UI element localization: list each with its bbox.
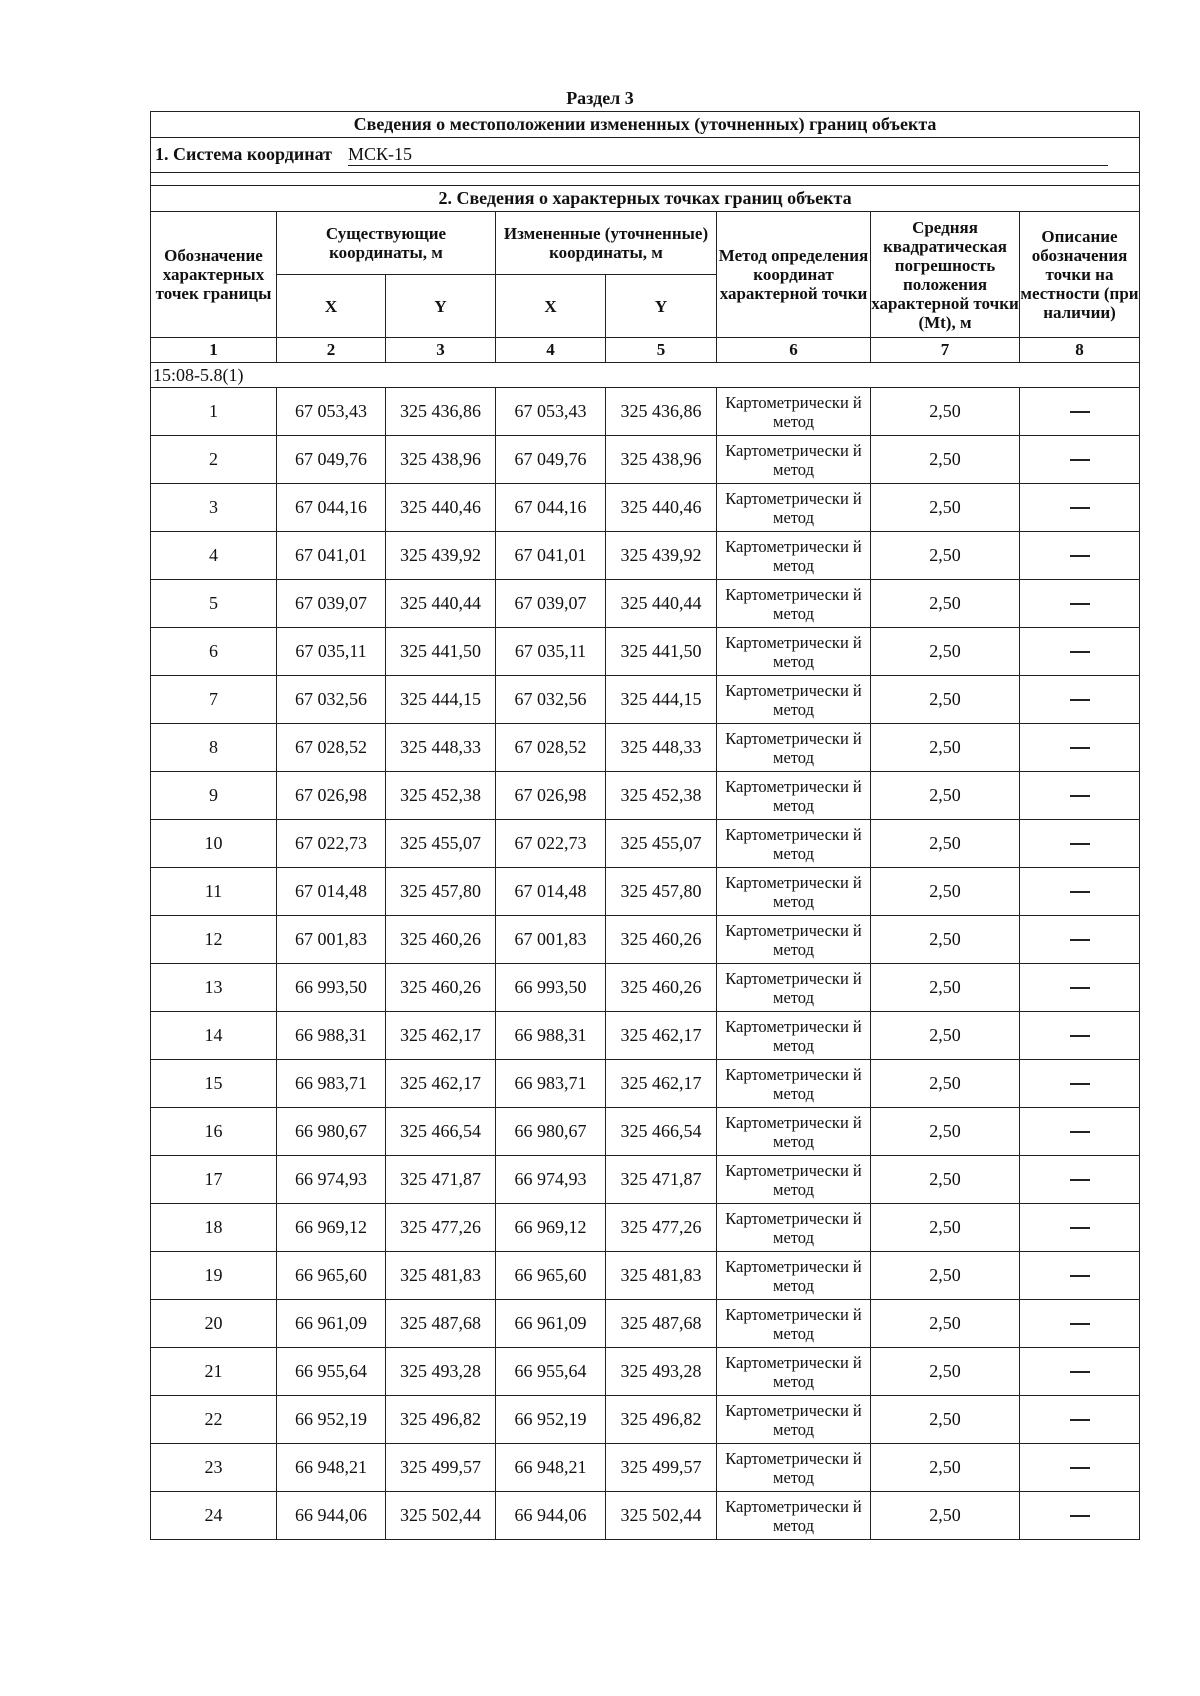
existing-y-cell: 325 440,44: [386, 580, 496, 628]
existing-y-cell: 325 493,28: [386, 1348, 496, 1396]
method-cell: Картометрически й метод: [717, 1252, 871, 1300]
description-cell: [1020, 868, 1140, 916]
header-error: Средняя квадратическая погрешность положения характерной точки (Mt), м: [871, 212, 1020, 338]
table-row: [151, 484, 1140, 532]
changed-y-cell: 325 436,86: [606, 388, 717, 436]
method-cell: Картометрически й метод: [717, 628, 871, 676]
point-number-cell: 22: [151, 1396, 277, 1444]
existing-y-cell: 325 460,26: [386, 916, 496, 964]
error-mt-cell: 2,50: [871, 1012, 1020, 1060]
table-row: [151, 1204, 1140, 1252]
column-number: 8: [1020, 338, 1140, 363]
method-cell: Картометрически й метод: [717, 580, 871, 628]
changed-x-cell: 67 014,48: [496, 868, 606, 916]
error-mt-cell: 2,50: [871, 436, 1020, 484]
table-subtitle: 2. Сведения о характерных точках границ объекта: [151, 186, 1140, 212]
description-cell: [1020, 1252, 1140, 1300]
table-row: [151, 1396, 1140, 1444]
existing-y-cell: 325 471,87: [386, 1156, 496, 1204]
error-mt-cell: 2,50: [871, 868, 1020, 916]
dash-mark: [1070, 1467, 1090, 1469]
point-number-cell: 9: [151, 772, 277, 820]
error-mt-cell: 2,50: [871, 1300, 1020, 1348]
changed-y-cell: 325 477,26: [606, 1204, 717, 1252]
changed-y-cell: 325 460,26: [606, 916, 717, 964]
coordinate-system-value: МСК-15: [348, 144, 1108, 166]
table-row: [151, 724, 1140, 772]
method-cell: Картометрически й метод: [717, 436, 871, 484]
dash-mark: [1070, 411, 1090, 413]
existing-x-cell: 67 022,73: [277, 820, 386, 868]
error-mt-cell: 2,50: [871, 724, 1020, 772]
description-cell: [1020, 436, 1140, 484]
changed-x-cell: 67 039,07: [496, 580, 606, 628]
header-existing-coordinates: Существующие координаты, м: [277, 212, 496, 275]
description-cell: [1020, 1396, 1140, 1444]
existing-x-cell: 67 041,01: [277, 532, 386, 580]
column-number: 3: [386, 338, 496, 363]
dash-mark: [1070, 1179, 1090, 1181]
point-number-cell: 18: [151, 1204, 277, 1252]
existing-x-cell: 67 001,83: [277, 916, 386, 964]
changed-y-cell: 325 439,92: [606, 532, 717, 580]
description-cell: [1020, 1348, 1140, 1396]
description-cell: [1020, 1300, 1140, 1348]
changed-y-cell: 325 481,83: [606, 1252, 717, 1300]
point-number-cell: 12: [151, 916, 277, 964]
coordinate-system-label: 1. Система координат: [155, 144, 332, 164]
dash-mark: [1070, 459, 1090, 461]
changed-y-cell: 325 502,44: [606, 1492, 717, 1540]
existing-x-cell: 66 988,31: [277, 1012, 386, 1060]
boundary-table-frame: [150, 111, 1139, 1540]
header-method: Метод определения координат характерной точки: [717, 212, 871, 338]
changed-x-cell: 67 049,76: [496, 436, 606, 484]
header-existing-y: Y: [386, 275, 496, 338]
changed-y-cell: 325 462,17: [606, 1012, 717, 1060]
existing-y-cell: 325 466,54: [386, 1108, 496, 1156]
table-row: [151, 532, 1140, 580]
changed-x-cell: 66 955,64: [496, 1348, 606, 1396]
dash-mark: [1070, 1515, 1090, 1517]
changed-x-cell: 67 035,11: [496, 628, 606, 676]
table-row: [151, 628, 1140, 676]
dash-mark: [1070, 1275, 1090, 1277]
description-cell: [1020, 484, 1140, 532]
changed-y-cell: 325 487,68: [606, 1300, 717, 1348]
dash-mark: [1070, 1371, 1090, 1373]
changed-x-cell: 66 993,50: [496, 964, 606, 1012]
changed-x-cell: 67 044,16: [496, 484, 606, 532]
error-mt-cell: 2,50: [871, 676, 1020, 724]
changed-x-cell: 66 961,09: [496, 1300, 606, 1348]
existing-y-cell: 325 439,92: [386, 532, 496, 580]
changed-y-cell: 325 440,44: [606, 580, 717, 628]
description-cell: [1020, 1156, 1140, 1204]
method-cell: Картометрически й метод: [717, 1396, 871, 1444]
description-cell: [1020, 820, 1140, 868]
dash-mark: [1070, 1035, 1090, 1037]
header-changed-coordinates: Измененные (уточненные) координаты, м: [496, 212, 717, 275]
point-number-cell: 11: [151, 868, 277, 916]
data-rows: [151, 388, 1140, 1540]
header-changed-y: Y: [606, 275, 717, 338]
table-row: [151, 1012, 1140, 1060]
table-row: [151, 964, 1140, 1012]
table-row: [151, 1060, 1140, 1108]
method-cell: Картометрически й метод: [717, 1348, 871, 1396]
dash-mark: [1070, 1227, 1090, 1229]
changed-x-cell: 67 032,56: [496, 676, 606, 724]
error-mt-cell: 2,50: [871, 964, 1020, 1012]
existing-x-cell: 66 961,09: [277, 1300, 386, 1348]
table-row: [151, 772, 1140, 820]
error-mt-cell: 2,50: [871, 1444, 1020, 1492]
existing-y-cell: 325 481,83: [386, 1252, 496, 1300]
existing-x-cell: 67 032,56: [277, 676, 386, 724]
existing-x-cell: 66 993,50: [277, 964, 386, 1012]
point-number-cell: 5: [151, 580, 277, 628]
description-cell: [1020, 1108, 1140, 1156]
changed-y-cell: 325 499,57: [606, 1444, 717, 1492]
table-row: [151, 388, 1140, 436]
method-cell: Картометрически й метод: [717, 532, 871, 580]
method-cell: Картометрически й метод: [717, 388, 871, 436]
changed-x-cell: 66 974,93: [496, 1156, 606, 1204]
parcel-group-label: 15:08-5.8(1): [151, 363, 1140, 388]
existing-y-cell: 325 496,82: [386, 1396, 496, 1444]
error-mt-cell: 2,50: [871, 772, 1020, 820]
column-number: 1: [151, 338, 277, 363]
existing-y-cell: 325 462,17: [386, 1060, 496, 1108]
header-description: Описание обозначения точки на местности (при наличии): [1020, 212, 1140, 338]
table-row: [151, 1444, 1140, 1492]
table-row: [151, 1348, 1140, 1396]
changed-x-cell: 66 988,31: [496, 1012, 606, 1060]
existing-x-cell: 67 026,98: [277, 772, 386, 820]
table-row: [151, 436, 1140, 484]
dash-mark: [1070, 555, 1090, 557]
existing-x-cell: 66 983,71: [277, 1060, 386, 1108]
existing-y-cell: 325 448,33: [386, 724, 496, 772]
error-mt-cell: 2,50: [871, 628, 1020, 676]
dash-mark: [1070, 795, 1090, 797]
point-number-cell: 19: [151, 1252, 277, 1300]
method-cell: Картометрически й метод: [717, 676, 871, 724]
description-cell: [1020, 964, 1140, 1012]
point-number-cell: 15: [151, 1060, 277, 1108]
point-number-cell: 3: [151, 484, 277, 532]
section-title: Раздел 3: [566, 88, 634, 108]
method-cell: Картометрически й метод: [717, 868, 871, 916]
error-mt-cell: 2,50: [871, 388, 1020, 436]
table-row: [151, 1156, 1140, 1204]
spacer-row: [151, 173, 1140, 186]
error-mt-cell: 2,50: [871, 1252, 1020, 1300]
dash-mark: [1070, 1323, 1090, 1325]
existing-y-cell: 325 487,68: [386, 1300, 496, 1348]
point-number-cell: 6: [151, 628, 277, 676]
dash-mark: [1070, 939, 1090, 941]
changed-x-cell: 67 022,73: [496, 820, 606, 868]
dash-mark: [1070, 1083, 1090, 1085]
method-cell: Картометрически й метод: [717, 964, 871, 1012]
existing-y-cell: 325 436,86: [386, 388, 496, 436]
method-cell: Картометрически й метод: [717, 724, 871, 772]
changed-x-cell: 66 965,60: [496, 1252, 606, 1300]
changed-x-cell: 67 041,01: [496, 532, 606, 580]
table-row: [151, 1108, 1140, 1156]
error-mt-cell: 2,50: [871, 1348, 1020, 1396]
method-cell: Картометрически й метод: [717, 1204, 871, 1252]
changed-y-cell: 325 440,46: [606, 484, 717, 532]
table-row: [151, 676, 1140, 724]
existing-x-cell: 67 044,16: [277, 484, 386, 532]
existing-y-cell: 325 462,17: [386, 1012, 496, 1060]
description-cell: [1020, 724, 1140, 772]
column-number: 4: [496, 338, 606, 363]
changed-y-cell: 325 466,54: [606, 1108, 717, 1156]
changed-y-cell: 325 471,87: [606, 1156, 717, 1204]
table-row: [151, 820, 1140, 868]
existing-y-cell: 325 452,38: [386, 772, 496, 820]
changed-y-cell: 325 452,38: [606, 772, 717, 820]
method-cell: Картометрически й метод: [717, 1012, 871, 1060]
dash-mark: [1070, 1131, 1090, 1133]
changed-y-cell: 325 444,15: [606, 676, 717, 724]
method-cell: Картометрически й метод: [717, 1156, 871, 1204]
existing-y-cell: 325 460,26: [386, 964, 496, 1012]
error-mt-cell: 2,50: [871, 1396, 1020, 1444]
changed-y-cell: 325 493,28: [606, 1348, 717, 1396]
existing-y-cell: 325 455,07: [386, 820, 496, 868]
coordinate-system-row: [151, 138, 1140, 173]
error-mt-cell: 2,50: [871, 580, 1020, 628]
existing-y-cell: 325 444,15: [386, 676, 496, 724]
error-mt-cell: 2,50: [871, 1060, 1020, 1108]
changed-x-cell: 67 001,83: [496, 916, 606, 964]
existing-x-cell: 67 028,52: [277, 724, 386, 772]
description-cell: [1020, 676, 1140, 724]
method-cell: Картометрически й метод: [717, 916, 871, 964]
changed-x-cell: 66 983,71: [496, 1060, 606, 1108]
existing-x-cell: 66 955,64: [277, 1348, 386, 1396]
point-number-cell: 4: [151, 532, 277, 580]
changed-y-cell: 325 448,33: [606, 724, 717, 772]
existing-x-cell: 67 035,11: [277, 628, 386, 676]
error-mt-cell: 2,50: [871, 820, 1020, 868]
dash-mark: [1070, 651, 1090, 653]
column-number: 2: [277, 338, 386, 363]
point-number-cell: 17: [151, 1156, 277, 1204]
existing-y-cell: 325 457,80: [386, 868, 496, 916]
dash-mark: [1070, 1419, 1090, 1421]
existing-y-cell: 325 441,50: [386, 628, 496, 676]
existing-x-cell: 66 965,60: [277, 1252, 386, 1300]
dash-mark: [1070, 987, 1090, 989]
point-number-cell: 1: [151, 388, 277, 436]
column-number: 6: [717, 338, 871, 363]
existing-x-cell: 66 944,06: [277, 1492, 386, 1540]
table-row: [151, 916, 1140, 964]
column-number: 7: [871, 338, 1020, 363]
dash-mark: [1070, 747, 1090, 749]
error-mt-cell: 2,50: [871, 1204, 1020, 1252]
changed-y-cell: 325 460,26: [606, 964, 717, 1012]
changed-y-cell: 325 462,17: [606, 1060, 717, 1108]
dash-mark: [1070, 507, 1090, 509]
description-cell: [1020, 1204, 1140, 1252]
existing-x-cell: 66 948,21: [277, 1444, 386, 1492]
existing-y-cell: 325 438,96: [386, 436, 496, 484]
table-title: Сведения о местоположении измененных (уточненных) границ объекта: [151, 112, 1140, 138]
description-cell: [1020, 1012, 1140, 1060]
point-number-cell: 23: [151, 1444, 277, 1492]
header-changed-x: X: [496, 275, 606, 338]
changed-x-cell: 67 028,52: [496, 724, 606, 772]
boundary-points-table: [150, 111, 1140, 1540]
existing-y-cell: 325 440,46: [386, 484, 496, 532]
table-row: [151, 1492, 1140, 1540]
header-existing-x: X: [277, 275, 386, 338]
description-cell: [1020, 580, 1140, 628]
column-number: 5: [606, 338, 717, 363]
existing-x-cell: 67 053,43: [277, 388, 386, 436]
method-cell: Картометрически й метод: [717, 1300, 871, 1348]
method-cell: Картометрически й метод: [717, 1108, 871, 1156]
table-row: [151, 1300, 1140, 1348]
changed-y-cell: 325 496,82: [606, 1396, 717, 1444]
method-cell: Картометрически й метод: [717, 1444, 871, 1492]
point-number-cell: 14: [151, 1012, 277, 1060]
changed-y-cell: 325 455,07: [606, 820, 717, 868]
point-number-cell: 10: [151, 820, 277, 868]
header-designation: Обозначение характерных точек границы: [151, 212, 277, 338]
changed-y-cell: 325 441,50: [606, 628, 717, 676]
changed-y-cell: 325 457,80: [606, 868, 717, 916]
changed-x-cell: 66 952,19: [496, 1396, 606, 1444]
description-cell: [1020, 388, 1140, 436]
point-number-cell: 20: [151, 1300, 277, 1348]
dash-mark: [1070, 891, 1090, 893]
point-number-cell: 16: [151, 1108, 277, 1156]
error-mt-cell: 2,50: [871, 532, 1020, 580]
changed-x-cell: 67 026,98: [496, 772, 606, 820]
point-number-cell: 21: [151, 1348, 277, 1396]
existing-x-cell: 67 014,48: [277, 868, 386, 916]
description-cell: [1020, 1492, 1140, 1540]
changed-x-cell: 66 980,67: [496, 1108, 606, 1156]
method-cell: Картометрически й метод: [717, 1492, 871, 1540]
method-cell: Картометрически й метод: [717, 820, 871, 868]
changed-x-cell: 66 948,21: [496, 1444, 606, 1492]
point-number-cell: 8: [151, 724, 277, 772]
error-mt-cell: 2,50: [871, 1492, 1020, 1540]
existing-x-cell: 67 039,07: [277, 580, 386, 628]
existing-y-cell: 325 477,26: [386, 1204, 496, 1252]
method-cell: Картометрически й метод: [717, 484, 871, 532]
changed-x-cell: 67 053,43: [496, 388, 606, 436]
method-cell: Картометрически й метод: [717, 1060, 871, 1108]
existing-x-cell: 66 952,19: [277, 1396, 386, 1444]
dash-mark: [1070, 843, 1090, 845]
description-cell: [1020, 772, 1140, 820]
description-cell: [1020, 532, 1140, 580]
changed-x-cell: 66 944,06: [496, 1492, 606, 1540]
table-row: [151, 868, 1140, 916]
existing-y-cell: 325 499,57: [386, 1444, 496, 1492]
table-row: [151, 1252, 1140, 1300]
dash-mark: [1070, 699, 1090, 701]
dash-mark: [1070, 603, 1090, 605]
error-mt-cell: 2,50: [871, 484, 1020, 532]
point-number-cell: 24: [151, 1492, 277, 1540]
existing-x-cell: 67 049,76: [277, 436, 386, 484]
description-cell: [1020, 1060, 1140, 1108]
existing-y-cell: 325 502,44: [386, 1492, 496, 1540]
table-row: [151, 580, 1140, 628]
point-number-cell: 2: [151, 436, 277, 484]
existing-x-cell: 66 974,93: [277, 1156, 386, 1204]
description-cell: [1020, 1444, 1140, 1492]
description-cell: [1020, 628, 1140, 676]
changed-y-cell: 325 438,96: [606, 436, 717, 484]
error-mt-cell: 2,50: [871, 916, 1020, 964]
method-cell: Картометрически й метод: [717, 772, 871, 820]
existing-x-cell: 66 969,12: [277, 1204, 386, 1252]
point-number-cell: 13: [151, 964, 277, 1012]
existing-x-cell: 66 980,67: [277, 1108, 386, 1156]
changed-x-cell: 66 969,12: [496, 1204, 606, 1252]
error-mt-cell: 2,50: [871, 1108, 1020, 1156]
error-mt-cell: 2,50: [871, 1156, 1020, 1204]
point-number-cell: 7: [151, 676, 277, 724]
description-cell: [1020, 916, 1140, 964]
